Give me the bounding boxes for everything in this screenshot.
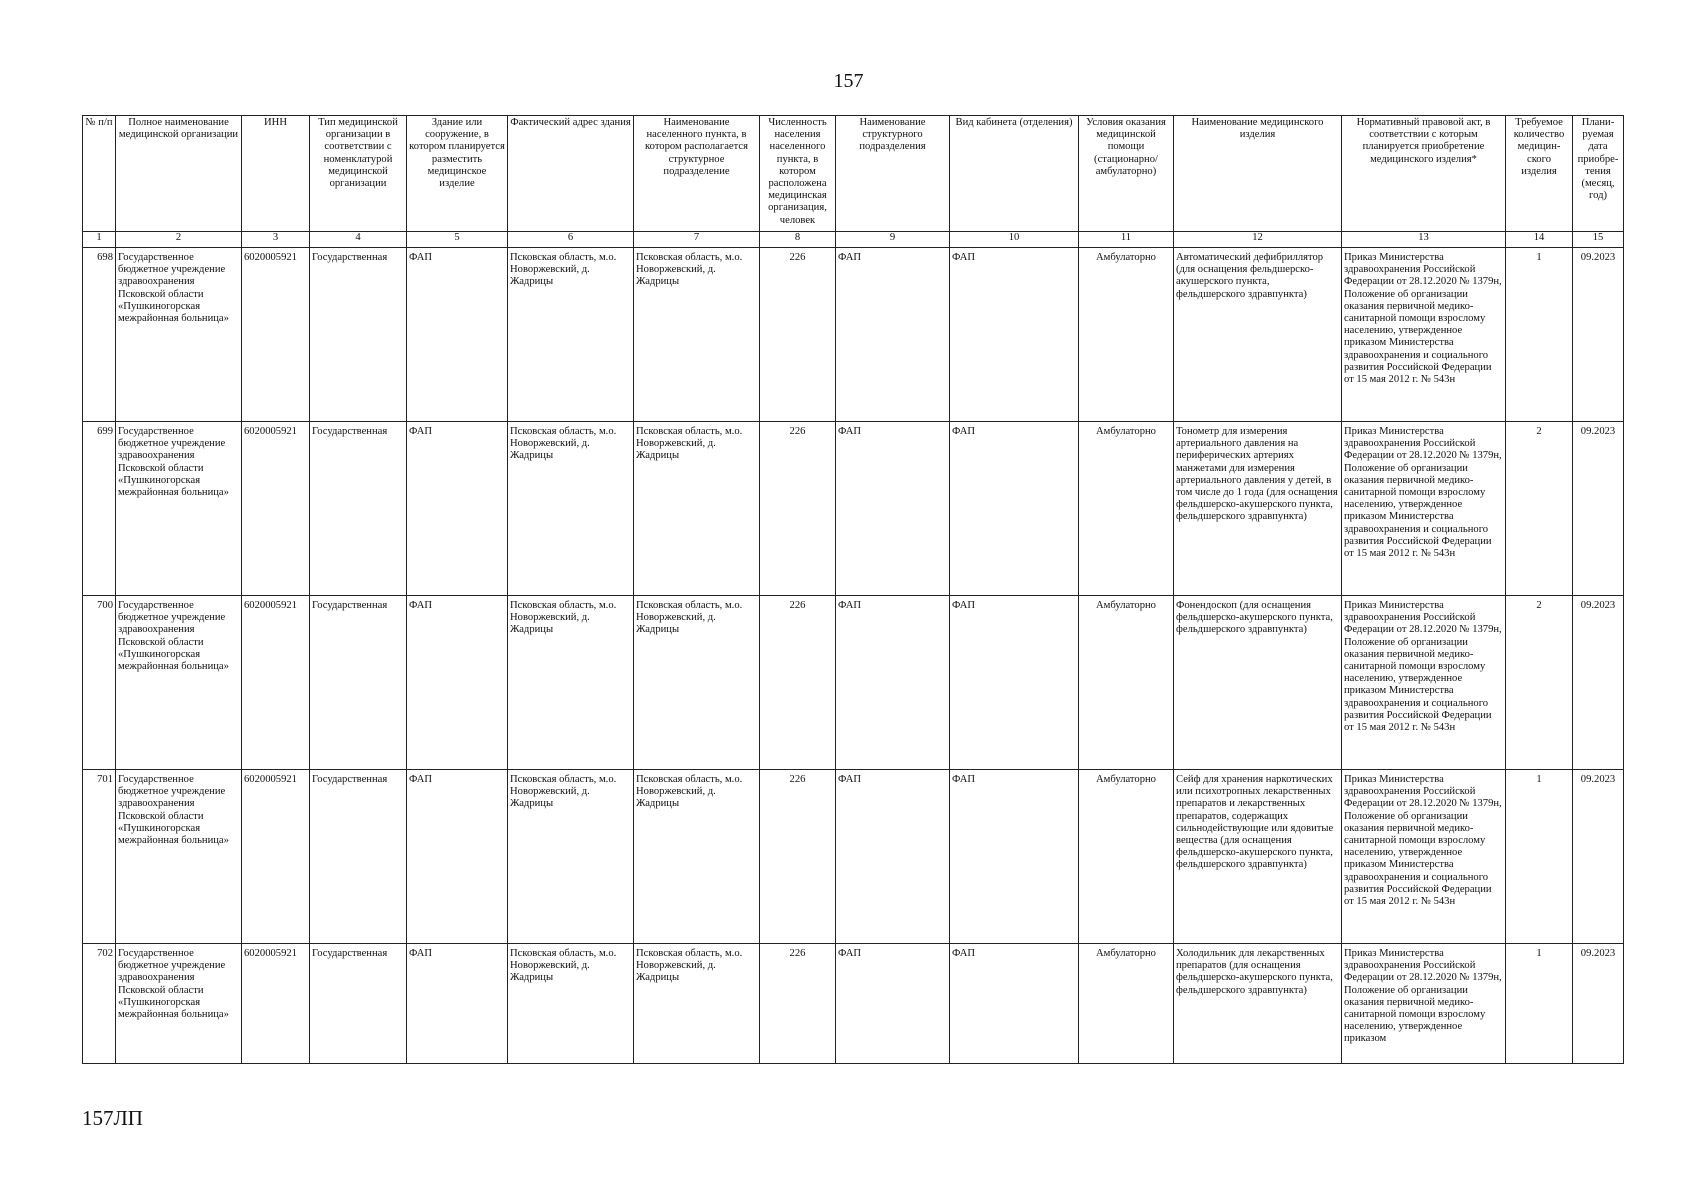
- header-cell: Наименование населенного пункта, в котором располагается структурное подразделение: [634, 116, 760, 232]
- quantity: 1: [1506, 770, 1573, 944]
- column-number: 15: [1573, 232, 1624, 248]
- cabinet: ФАП: [950, 422, 1079, 596]
- legal-act: Приказ Министерства здравоохранения Российской Федерации от 28.12.2020 № 1379н, Положение об организации оказания первичной медико-санитарной помощи взрослому населению, утвержденное приказом Министерства здравоохранения и социального развития Российской Федерации от 15 мая 2012 г. № 543н: [1342, 596, 1506, 770]
- equipment-table: [82, 115, 1624, 1064]
- unit: ФАП: [836, 248, 950, 422]
- settlement: Псковская область, м.о. Новоржевский, д. Жадрицы: [634, 770, 760, 944]
- org-name: Государственное бюджетное учреждение здравоохранения Псковской области «Пушкиногорская межрайонная больница»: [116, 422, 242, 596]
- address: Псковская область, м.о. Новоржевский, д. Жадрицы: [508, 596, 634, 770]
- device: Холодильник для лекарственных препаратов (для оснащения фельдшерско-акушерского пункта, фельдшерского здравпункта): [1174, 944, 1342, 1064]
- header-cell: Численность населения населенного пункта, в котором расположена медицинская организация, человек: [760, 116, 836, 232]
- org-name: Государственное бюджетное учреждение здравоохранения Псковской области «Пушкиногорская межрайонная больница»: [116, 944, 242, 1064]
- table-row: [83, 944, 1624, 1064]
- conditions: Амбулаторно: [1079, 248, 1174, 422]
- header-cell: № п/п: [83, 116, 116, 232]
- unit: ФАП: [836, 422, 950, 596]
- building: ФАП: [407, 596, 508, 770]
- unit: ФАП: [836, 944, 950, 1064]
- column-number: 12: [1174, 232, 1342, 248]
- legal-act: Приказ Министерства здравоохранения Российской Федерации от 28.12.2020 № 1379н, Положение об организации оказания первичной медико-санитарной помощи взрослому населению, утвержденное приказом Министерства здравоохранения и социального развития Российской Федерации от 15 мая 2012 г. № 543н: [1342, 248, 1506, 422]
- column-number: 1: [83, 232, 116, 248]
- population: 226: [760, 422, 836, 596]
- conditions: Амбулаторно: [1079, 422, 1174, 596]
- column-number-row: [83, 232, 1624, 248]
- building: ФАП: [407, 248, 508, 422]
- org-name: Государственное бюджетное учреждение здравоохранения Псковской области «Пушкиногорская межрайонная больница»: [116, 770, 242, 944]
- page-number: 157: [833, 70, 864, 92]
- column-number: 7: [634, 232, 760, 248]
- device: Фонендоскоп (для оснащения фельдшерско-акушерского пункта, фельдшерского здравпункта): [1174, 596, 1342, 770]
- purchase-date: 09.2023: [1573, 248, 1624, 422]
- population: 226: [760, 248, 836, 422]
- column-number: 10: [950, 232, 1079, 248]
- building: ФАП: [407, 770, 508, 944]
- column-number: 9: [836, 232, 950, 248]
- legal-act: Приказ Министерства здравоохранения Российской Федерации от 28.12.2020 № 1379н, Положение об организации оказания первичной медико-санитарной помощи взрослому населению, утвержденное приказом Министерства здравоохранения и социального развития Российской Федерации от 15 мая 2012 г. № 543н: [1342, 422, 1506, 596]
- table-row: [83, 770, 1624, 944]
- address: Псковская область, м.о. Новоржевский, д. Жадрицы: [508, 422, 634, 596]
- column-number: 2: [116, 232, 242, 248]
- org-type: Государственная: [310, 422, 407, 596]
- org-name: Государственное бюджетное учреждение здравоохранения Псковской области «Пушкиногорская межрайонная больница»: [116, 248, 242, 422]
- column-number: 11: [1079, 232, 1174, 248]
- document-code: 157ЛП: [82, 1106, 143, 1130]
- cabinet: ФАП: [950, 248, 1079, 422]
- quantity: 1: [1506, 248, 1573, 422]
- org-type: Государственная: [310, 770, 407, 944]
- cabinet: ФАП: [950, 596, 1079, 770]
- column-number: 3: [242, 232, 310, 248]
- purchase-date: 09.2023: [1573, 422, 1624, 596]
- purchase-date: 09.2023: [1573, 944, 1624, 1064]
- org-name: Государственное бюджетное учреждение здравоохранения Псковской области «Пушкиногорская межрайонная больница»: [116, 596, 242, 770]
- row-number: 700: [83, 596, 116, 770]
- conditions: Амбулаторно: [1079, 770, 1174, 944]
- conditions: Амбулаторно: [1079, 944, 1174, 1064]
- building: ФАП: [407, 944, 508, 1064]
- column-number: 5: [407, 232, 508, 248]
- cabinet: ФАП: [950, 944, 1079, 1064]
- purchase-date: 09.2023: [1573, 596, 1624, 770]
- org-type: Государственная: [310, 944, 407, 1064]
- row-number: 698: [83, 248, 116, 422]
- settlement: Псковская область, м.о. Новоржевский, д. Жадрицы: [634, 944, 760, 1064]
- building: ФАП: [407, 422, 508, 596]
- address: Псковская область, м.о. Новоржевский, д. Жадрицы: [508, 770, 634, 944]
- header-cell: Фактический адрес здания: [508, 116, 634, 232]
- table-row: [83, 248, 1624, 422]
- purchase-date: 09.2023: [1573, 770, 1624, 944]
- address: Псковская область, м.о. Новоржевский, д. Жадрицы: [508, 944, 634, 1064]
- settlement: Псковская область, м.о. Новоржевский, д. Жадрицы: [634, 422, 760, 596]
- org-type: Государственная: [310, 596, 407, 770]
- header-cell: Требуемое количество медицин-ского изделия: [1506, 116, 1573, 232]
- settlement: Псковская область, м.о. Новоржевский, д. Жадрицы: [634, 596, 760, 770]
- inn: 6020005921: [242, 596, 310, 770]
- population: 226: [760, 944, 836, 1064]
- inn: 6020005921: [242, 248, 310, 422]
- header-cell: Плани-руемая дата приобре-тения (месяц, год): [1573, 116, 1624, 232]
- header-cell: Вид кабинета (отделения): [950, 116, 1079, 232]
- header-cell: Наименование структурного подразделения: [836, 116, 950, 232]
- header-cell: Полное наименование медицинской организации: [116, 116, 242, 232]
- cabinet: ФАП: [950, 770, 1079, 944]
- inn: 6020005921: [242, 422, 310, 596]
- header-cell: Здание или сооружение, в котором планируется разместить медицинское изделие: [407, 116, 508, 232]
- legal-act: Приказ Министерства здравоохранения Российской Федерации от 28.12.2020 № 1379н, Положение об организации оказания первичной медико-санитарной помощи взрослому населению, утвержденное приказом Министерства здравоохранения и социального развития Российской Федерации от 15 мая 2012 г. № 543н: [1342, 770, 1506, 944]
- device: Автоматический дефибриллятор (для оснащения фельдшерско-акушерского пункта, фельдшерского здравпункта): [1174, 248, 1342, 422]
- device: Сейф для хранения наркотических или психотропных лекарственных препаратов и лекарственных препаратов, содержащих сильнодействующие или ядовитые вещества (для оснащения фельдшерско-акушерского пункта, фельдшерского здравпункта): [1174, 770, 1342, 944]
- inn: 6020005921: [242, 770, 310, 944]
- population: 226: [760, 770, 836, 944]
- org-type: Государственная: [310, 248, 407, 422]
- header-cell: Наименование медицинского изделия: [1174, 116, 1342, 232]
- column-number: 4: [310, 232, 407, 248]
- row-number: 701: [83, 770, 116, 944]
- row-number: 699: [83, 422, 116, 596]
- column-number: 8: [760, 232, 836, 248]
- inn: 6020005921: [242, 944, 310, 1064]
- column-number: 14: [1506, 232, 1573, 248]
- unit: ФАП: [836, 770, 950, 944]
- quantity: 1: [1506, 944, 1573, 1064]
- device: Тонометр для измерения артериального давления на периферических артериях манжетами для измерения артериального давления у детей, в том числе до 1 года (для оснащения фельдшерско-акушерского пункта, фельдшерского здравпункта): [1174, 422, 1342, 596]
- column-number: 6: [508, 232, 634, 248]
- quantity: 2: [1506, 596, 1573, 770]
- header-row: [83, 116, 1624, 232]
- header-cell: Нормативный правовой акт, в соответствии с которым планируется приобретение медицинского изделия*: [1342, 116, 1506, 232]
- conditions: Амбулаторно: [1079, 596, 1174, 770]
- header-cell: Условия оказания медицинской помощи (стационарно/ амбулаторно): [1079, 116, 1174, 232]
- table-row: [83, 422, 1624, 596]
- address: Псковская область, м.о. Новоржевский, д. Жадрицы: [508, 248, 634, 422]
- table-row: [83, 596, 1624, 770]
- header-cell: ИНН: [242, 116, 310, 232]
- header-cell: Тип медицинской организации в соответствии с номенклатурой медицинской организации: [310, 116, 407, 232]
- settlement: Псковская область, м.о. Новоржевский, д. Жадрицы: [634, 248, 760, 422]
- row-number: 702: [83, 944, 116, 1064]
- population: 226: [760, 596, 836, 770]
- legal-act: Приказ Министерства здравоохранения Российской Федерации от 28.12.2020 № 1379н, Положение об организации оказания первичной медико-санитарной помощи взрослому населению, утвержденное приказом: [1342, 944, 1506, 1064]
- quantity: 2: [1506, 422, 1573, 596]
- unit: ФАП: [836, 596, 950, 770]
- column-number: 13: [1342, 232, 1506, 248]
